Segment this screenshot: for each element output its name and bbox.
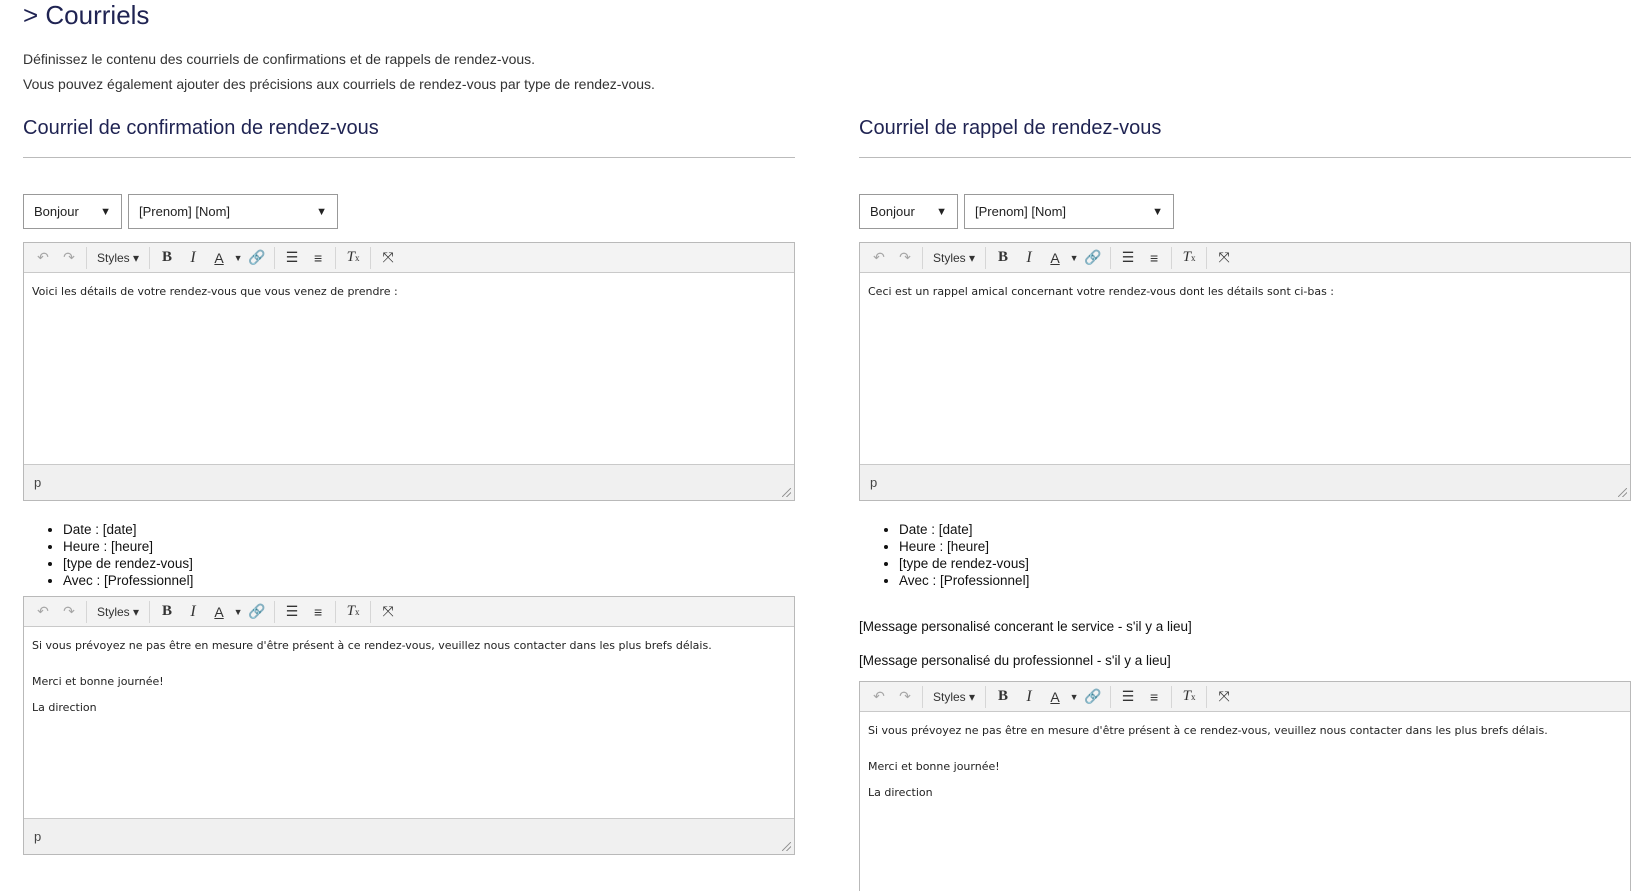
caret-down-icon[interactable]: ▼	[233, 252, 243, 263]
reminder-intro-editor[interactable]	[859, 242, 1631, 501]
numbered-list-icon[interactable]: ☰	[285, 603, 299, 619]
redo-icon[interactable]: ↷	[899, 249, 911, 265]
bullet-list-icon[interactable]: ≡	[313, 603, 323, 620]
list-item: • Heure : [heure]	[899, 538, 1029, 555]
caret-down-icon[interactable]: ▼	[1069, 691, 1079, 702]
link-icon[interactable]: 🔗	[1084, 249, 1102, 265]
fullscreen-icon[interactable]: ⤧	[382, 249, 394, 265]
bullet-list-icon[interactable]: ≡	[1149, 249, 1159, 266]
toolbar-separator	[149, 601, 150, 623]
editor-paragraph: Si vous prévoyez ne pas être en mesure d'être présent à ce rendez-vous, veuillez nous contacter dans les plus brefs délais.	[32, 639, 712, 652]
editor-statusbar	[24, 818, 794, 854]
toolbar-separator	[922, 247, 923, 269]
toolbar-separator	[1206, 247, 1207, 269]
styles-dropdown[interactable]: Styles ▾	[97, 250, 140, 265]
greeting-select-value: Bonjour	[34, 204, 79, 219]
italic-icon[interactable]: I	[1026, 248, 1032, 266]
styles-label: Styles	[933, 250, 966, 265]
numbered-list-icon[interactable]: ☰	[285, 249, 299, 265]
resize-handle-icon[interactable]	[782, 842, 791, 851]
bold-icon[interactable]: B	[162, 603, 173, 619]
greeting-select-value: Bonjour	[870, 204, 915, 219]
editor-paragraph: Merci et bonne journée!	[868, 760, 1000, 773]
confirmation-intro-editor[interactable]	[23, 242, 795, 501]
toolbar-separator	[1110, 247, 1111, 269]
chevron-down-icon: ▼	[100, 205, 111, 218]
confirmation-title: Courriel de confirmation de rendez-vous	[23, 117, 379, 139]
toolbar-separator	[1206, 686, 1207, 708]
toolbar-separator	[985, 247, 986, 269]
editor-toolbar	[860, 243, 1630, 273]
editor-content[interactable]	[24, 273, 794, 299]
toolbar-separator	[274, 601, 275, 623]
name-select-value: [Prenom] [Nom]	[975, 204, 1067, 219]
italic-icon[interactable]: I	[190, 248, 196, 266]
reminder-title: Courriel de rappel de rendez-vous	[859, 117, 1162, 139]
editor-statusbar	[860, 464, 1630, 500]
editor-paragraph: Merci et bonne journée!	[32, 675, 164, 688]
greeting-select[interactable]	[859, 194, 958, 229]
details-list	[23, 521, 193, 589]
toolbar-separator	[1110, 686, 1111, 708]
link-icon[interactable]: 🔗	[248, 603, 266, 619]
editor-content[interactable]	[860, 273, 1630, 299]
toolbar-separator	[370, 601, 371, 623]
link-icon[interactable]: 🔗	[1084, 688, 1102, 704]
styles-dropdown[interactable]: Styles ▾	[97, 604, 140, 619]
bullet-list-icon[interactable]: ≡	[313, 249, 323, 266]
list-item: • Date : [date]	[899, 521, 1029, 538]
caret-down-icon[interactable]: ▼	[1069, 252, 1079, 263]
toolbar-separator	[1171, 686, 1172, 708]
confirmation-column	[23, 0, 795, 883]
toolbar-separator	[335, 247, 336, 269]
numbered-list-icon[interactable]: ☰	[1121, 249, 1135, 265]
toolbar-separator	[335, 601, 336, 623]
confirmation-closing-editor[interactable]	[23, 596, 795, 855]
editor-paragraph: Si vous prévoyez ne pas être en mesure d'être présent à ce rendez-vous, veuillez nous contacter dans les plus brefs délais.	[868, 724, 1548, 737]
editor-paragraph: Voici les détails de votre rendez-vous que vous venez de prendre :	[32, 285, 398, 298]
element-path: p	[870, 475, 878, 490]
styles-dropdown[interactable]: Styles ▾	[933, 689, 976, 704]
clear-format-icon[interactable]: T x	[346, 603, 360, 619]
clear-format-icon[interactable]: T x	[1182, 249, 1196, 265]
fullscreen-icon[interactable]: ⤧	[1218, 688, 1230, 704]
intro-text-1: Définissez le contenu des courriels de confirmations et de rappels de rendez-vous.	[23, 51, 536, 67]
italic-icon[interactable]: I	[190, 602, 196, 620]
toolbar-separator	[149, 247, 150, 269]
greeting-select[interactable]	[23, 194, 122, 229]
undo-icon[interactable]: ↶	[37, 603, 49, 619]
name-select-value: [Prenom] [Nom]	[139, 204, 231, 219]
styles-label: Styles	[97, 604, 130, 619]
redo-icon[interactable]: ↷	[63, 249, 75, 265]
service-message-placeholder: [Message personalisé concerant le service - s'il y a lieu]	[859, 619, 1192, 634]
fullscreen-icon[interactable]: ⤧	[1218, 249, 1230, 265]
toolbar-separator	[1171, 247, 1172, 269]
editor-content[interactable]	[860, 712, 1630, 800]
caret-down-icon[interactable]: ▼	[233, 606, 243, 617]
element-path: p	[34, 829, 42, 844]
numbered-list-icon[interactable]: ☰	[1121, 688, 1135, 704]
clear-format-icon[interactable]: T x	[346, 249, 360, 265]
undo-icon[interactable]: ↶	[873, 688, 885, 704]
professional-message-placeholder: [Message personalisé du professionnel - s'il y a lieu]	[859, 653, 1171, 668]
toolbar-separator	[274, 247, 275, 269]
italic-icon[interactable]: I	[1026, 687, 1032, 705]
text-color-icon[interactable]: A	[1050, 688, 1060, 705]
editor-statusbar	[24, 464, 794, 500]
reminder-column	[859, 0, 1631, 883]
page-title: > Courriels	[23, 0, 150, 30]
styles-label: Styles	[933, 689, 966, 704]
resize-handle-icon[interactable]	[1618, 488, 1627, 497]
chevron-down-icon: ▼	[936, 205, 947, 218]
toolbar-separator	[86, 601, 87, 623]
editor-paragraph: La direction	[32, 701, 97, 714]
text-color-icon[interactable]: A	[214, 603, 224, 620]
toolbar-separator	[922, 686, 923, 708]
details-list	[859, 521, 1029, 589]
divider	[859, 157, 1631, 158]
element-path: p	[34, 475, 42, 490]
text-color-icon[interactable]: A	[214, 249, 224, 266]
bold-icon[interactable]: B	[162, 249, 173, 265]
name-format-select[interactable]	[964, 194, 1174, 229]
chevron-down-icon: ▼	[1152, 205, 1163, 218]
fullscreen-icon[interactable]: ⤧	[382, 603, 394, 619]
undo-icon[interactable]: ↶	[873, 249, 885, 265]
toolbar-separator	[370, 247, 371, 269]
bullet-list-icon[interactable]: ≡	[1149, 688, 1159, 705]
link-icon[interactable]: 🔗	[248, 249, 266, 265]
editor-paragraph: La direction	[868, 786, 933, 799]
editor-paragraph: Ceci est un rappel amical concernant votre rendez-vous dont les détails sont ci-bas :	[868, 285, 1335, 298]
text-color-icon[interactable]: A	[1050, 249, 1060, 266]
intro-text-2: Vous pouvez également ajouter des précisions aux courriels de rendez-vous par type de rendez-vous.	[23, 76, 655, 92]
name-format-select[interactable]	[128, 194, 338, 229]
divider	[23, 157, 795, 158]
reminder-closing-editor[interactable]	[859, 681, 1631, 891]
list-item: • Date : [date]	[63, 521, 193, 538]
editor-content[interactable]	[24, 627, 794, 715]
resize-handle-icon[interactable]	[782, 488, 791, 497]
styles-dropdown[interactable]: Styles ▾	[933, 250, 976, 265]
redo-icon[interactable]: ↷	[899, 688, 911, 704]
list-item: • Heure : [heure]	[63, 538, 193, 555]
editor-toolbar	[24, 243, 794, 273]
bold-icon[interactable]: B	[998, 688, 1009, 704]
styles-label: Styles	[97, 250, 130, 265]
redo-icon[interactable]: ↷	[63, 603, 75, 619]
clear-format-icon[interactable]: T x	[1182, 688, 1196, 704]
toolbar-separator	[86, 247, 87, 269]
toolbar-separator	[985, 686, 986, 708]
list-item: • Avec : [Professionnel]	[63, 572, 193, 589]
editor-toolbar	[860, 682, 1630, 712]
list-item: • Avec : [Professionnel]	[899, 572, 1029, 589]
chevron-down-icon: ▼	[316, 205, 327, 218]
bold-icon[interactable]: B	[998, 249, 1009, 265]
undo-icon[interactable]: ↶	[37, 249, 49, 265]
list-item: • [type de rendez-vous]	[63, 555, 193, 572]
list-item: • [type de rendez-vous]	[899, 555, 1029, 572]
editor-toolbar	[24, 597, 794, 627]
